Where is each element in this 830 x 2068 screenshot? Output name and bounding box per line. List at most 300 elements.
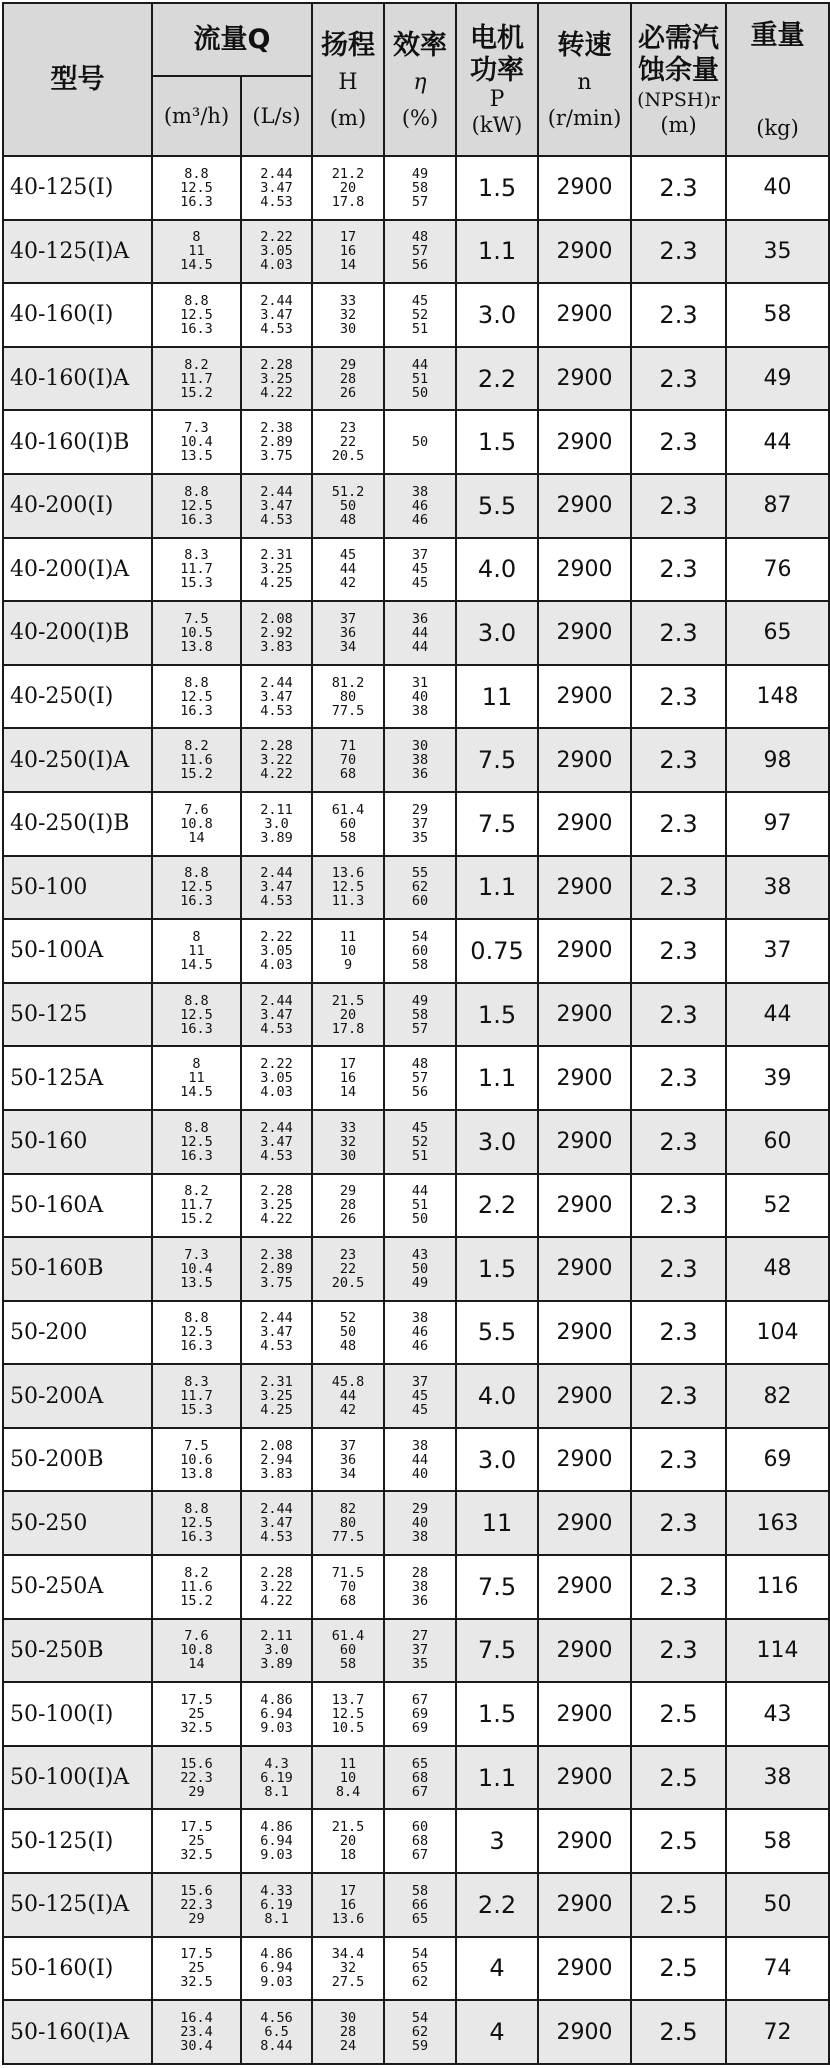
head-cell: [312, 1746, 384, 1810]
head-cell: [312, 601, 384, 665]
cell-value: 10.4: [180, 1260, 213, 1277]
cell-value: 57: [411, 193, 429, 210]
cell-value: 15.6: [180, 1882, 213, 1899]
cell-value: 4.33: [260, 1882, 293, 1899]
cell-value: 55: [411, 865, 429, 882]
cell-value: 11: [339, 928, 357, 945]
flow-ls-cell: [241, 2000, 312, 2064]
cell-value: 2.44: [260, 1310, 293, 1327]
cell-value: 77.5: [331, 1529, 365, 1546]
weight-cell: 148: [726, 665, 829, 729]
efficiency-cell: [384, 283, 456, 347]
cell-value: 15.3: [180, 575, 213, 592]
cell-value: 49: [411, 992, 429, 1009]
cell-value: 6.94: [260, 1706, 293, 1723]
npsh-cell: 2.3: [631, 410, 726, 474]
weight-cell: 163: [726, 1491, 829, 1555]
cell-value: 38: [411, 483, 429, 500]
weight-cell: 39: [726, 1046, 829, 1110]
efficiency-cell: [384, 1174, 456, 1238]
flow-m3h-cell: [152, 983, 241, 1047]
cell-value: 36: [339, 1451, 357, 1468]
weight-cell: 40: [726, 156, 829, 220]
table-row: [3, 983, 829, 1047]
cell-value: 42: [339, 1402, 357, 1419]
flow-m3h-cell: [152, 1301, 241, 1365]
power-cell: 1.1: [456, 1746, 538, 1810]
cell-value: 45: [411, 561, 429, 578]
cell-value: 27: [411, 1628, 429, 1645]
head-cell: [312, 538, 384, 602]
table-row: [3, 538, 829, 602]
cell-value: 2.94: [260, 1451, 293, 1468]
cell-value: 8.8: [184, 1310, 209, 1327]
cell-value: 21.5: [331, 992, 365, 1009]
speed-cell: 2900: [538, 410, 631, 474]
cell-value: 4.53: [260, 702, 293, 719]
head-cell: [312, 1809, 384, 1873]
cell-value: 32.5: [180, 1847, 213, 1864]
efficiency-cell: [384, 856, 456, 920]
speed-cell: 2900: [538, 1110, 631, 1174]
cell-value: 62: [411, 1974, 429, 1991]
power-cell: 7.5: [456, 728, 538, 792]
cell-value: 60: [411, 1819, 429, 1836]
flow-ls-cell: [241, 1491, 312, 1555]
npsh-cell: 2.3: [631, 283, 726, 347]
cell-value: 16.3: [180, 1147, 213, 1164]
cell-value: 12.5: [331, 1706, 365, 1723]
flow-ls-cell: [241, 156, 312, 220]
cell-value: 18: [339, 1847, 357, 1864]
cell-value: 22.3: [180, 1896, 213, 1913]
efficiency-cell: [384, 156, 456, 220]
col-speed-header: 转速 n (r/min): [538, 3, 631, 156]
cell-value: 2.11: [260, 801, 293, 818]
efficiency-cell: [384, 1301, 456, 1365]
npsh-cell: 2.3: [631, 1619, 726, 1683]
cell-value: 4.22: [260, 1592, 293, 1609]
cell-value: 57: [411, 1070, 429, 1087]
cell-value: 2.08: [260, 1437, 293, 1454]
cell-value: 16.3: [180, 702, 213, 719]
cell-value: 30: [411, 738, 429, 755]
cell-value: 15.2: [180, 1211, 213, 1228]
cell-value: 68: [411, 1833, 429, 1850]
efficiency-cell: [384, 220, 456, 284]
flow-m3h-cell: [152, 410, 241, 474]
table-row: [3, 1682, 829, 1746]
cell-value: 14.5: [180, 956, 213, 973]
cell-value: 8.8: [184, 165, 209, 182]
cell-value: 29: [188, 1910, 205, 1927]
cell-value: 58: [339, 1656, 357, 1673]
weight-cell: 35: [726, 220, 829, 284]
cell-value: 12.5: [180, 688, 213, 705]
cell-value: 3.05: [260, 243, 293, 260]
power-cell: 7.5: [456, 792, 538, 856]
cell-value: 15.2: [180, 1592, 213, 1609]
cell-value: 16.3: [180, 511, 213, 528]
cell-value: 45: [411, 1402, 429, 1419]
efficiency-cell: [384, 410, 456, 474]
power-cell: 1.5: [456, 1237, 538, 1301]
cell-value: 46: [411, 497, 429, 514]
cell-value: 17: [339, 229, 357, 246]
cell-value: 44: [411, 356, 429, 373]
cell-value: 58: [411, 1882, 429, 1899]
cell-value: 43: [411, 1246, 429, 1263]
efficiency-cell: [384, 1428, 456, 1492]
flow-ls-cell: [241, 1364, 312, 1428]
model-cell: 50-160(I): [3, 1937, 152, 2001]
head-cell: [312, 1364, 384, 1428]
power-cell: 3.0: [456, 283, 538, 347]
cell-value: 38: [411, 1437, 429, 1454]
cell-value: 3.47: [260, 879, 293, 896]
cell-value: 7.5: [184, 610, 209, 627]
cell-value: 2.89: [260, 434, 293, 451]
cell-value: 8.1: [264, 1910, 289, 1927]
npsh-cell: 2.3: [631, 856, 726, 920]
cell-value: 16: [339, 1070, 357, 1087]
flow-m3h-cell: [152, 856, 241, 920]
cell-value: 28: [339, 2024, 357, 2041]
cell-value: 17: [339, 1056, 357, 1073]
cell-value: 17.8: [331, 193, 365, 210]
flow-m3h-cell: [152, 1428, 241, 1492]
cell-value: 50: [411, 384, 429, 401]
cell-value: 44: [411, 1183, 429, 1200]
npsh-cell: 2.3: [631, 1237, 726, 1301]
cell-value: 7.3: [184, 420, 209, 437]
cell-value: 13.8: [180, 638, 213, 655]
model-cell: 40-200(I)A: [3, 538, 152, 602]
power-cell: 11: [456, 1491, 538, 1555]
flow-ls-cell: [241, 1428, 312, 1492]
cell-value: 4.25: [260, 1402, 293, 1419]
power-cell: 1.5: [456, 156, 538, 220]
cell-value: 80: [339, 688, 357, 705]
flow-ls-cell: [241, 1873, 312, 1937]
efficiency-cell: [384, 1491, 456, 1555]
cell-value: 2.44: [260, 992, 293, 1009]
cell-value: 57: [411, 243, 429, 260]
cell-value: 30: [339, 320, 357, 337]
cell-value: 50: [411, 1260, 429, 1277]
cell-value: 40: [411, 1515, 429, 1532]
speed-cell: 2900: [538, 1046, 631, 1110]
cell-value: 10.4: [180, 434, 213, 451]
head-cell: [312, 220, 384, 284]
cell-value: 13.8: [180, 1465, 213, 1482]
npsh-cell: 2.3: [631, 1046, 726, 1110]
cell-value: 54: [411, 928, 429, 945]
table-row: [3, 665, 829, 729]
cell-value: 14.5: [180, 257, 213, 274]
table-row: [3, 1873, 829, 1937]
flow-m3h-cell: [152, 283, 241, 347]
cell-value: 2.08: [260, 610, 293, 627]
cell-value: 4.53: [260, 1338, 293, 1355]
flow-ls-cell: [241, 983, 312, 1047]
flow-ls-cell: [241, 347, 312, 411]
model-cell: 50-100: [3, 856, 152, 920]
cell-value: 50: [411, 1211, 429, 1228]
head-cell: [312, 919, 384, 983]
speed-cell: 2900: [538, 1682, 631, 1746]
cell-value: 60: [339, 815, 357, 832]
cell-value: 16.3: [180, 193, 213, 210]
efficiency-cell: [384, 1682, 456, 1746]
cell-value: 15.3: [180, 1402, 213, 1419]
cell-value: 67: [411, 1692, 429, 1709]
flow-ls-cell: [241, 601, 312, 665]
power-cell: 2.2: [456, 347, 538, 411]
npsh-cell: 2.3: [631, 1174, 726, 1238]
cell-value: 26: [339, 1211, 357, 1228]
head-cell: [312, 665, 384, 729]
cell-value: 3.22: [260, 752, 293, 769]
speed-cell: 2900: [538, 1746, 631, 1810]
speed-cell: 2900: [538, 983, 631, 1047]
head-cell: [312, 1491, 384, 1555]
npsh-cell: 2.3: [631, 728, 726, 792]
head-cell: [312, 410, 384, 474]
cell-value: 11: [188, 1070, 205, 1087]
speed-cell: 2900: [538, 1937, 631, 2001]
flow-m3h-cell: [152, 919, 241, 983]
cell-value: 68: [411, 1769, 429, 1786]
cell-value: 2.28: [260, 738, 293, 755]
cell-value: 20.5: [331, 1274, 365, 1291]
cell-value: 2.38: [260, 420, 293, 437]
pump-spec-sheet: [2, 2, 828, 2065]
cell-value: 2.28: [260, 356, 293, 373]
cell-value: 14.5: [180, 1084, 213, 1101]
speed-cell: 2900: [538, 1491, 631, 1555]
model-cell: 50-250: [3, 1491, 152, 1555]
cell-value: 51: [411, 1147, 429, 1164]
cell-value: 14: [339, 257, 357, 274]
cell-value: 27.5: [331, 1974, 365, 1991]
cell-value: 31: [411, 674, 429, 691]
cell-value: 8.4: [335, 1783, 361, 1800]
cell-value: 3.25: [260, 1388, 293, 1405]
table-row: [3, 1555, 829, 1619]
model-cell: 50-250A: [3, 1555, 152, 1619]
cell-value: 12.5: [180, 179, 213, 196]
cell-value: 28: [339, 1197, 357, 1214]
cell-value: [385, 421, 455, 435]
head-cell: [312, 2000, 384, 2064]
efficiency-cell: [384, 601, 456, 665]
weight-cell: 38: [726, 1746, 829, 1810]
flow-ls-cell: [241, 283, 312, 347]
cell-value: 11.3: [331, 893, 365, 910]
cell-value: 3.75: [260, 448, 293, 465]
cell-value: 3.47: [260, 179, 293, 196]
table-row: [3, 1237, 829, 1301]
cell-value: 44: [411, 638, 429, 655]
cell-value: 2.22: [260, 928, 293, 945]
cell-value: 10.5: [331, 1720, 365, 1737]
weight-cell: 43: [726, 1682, 829, 1746]
weight-cell: 114: [726, 1619, 829, 1683]
speed-cell: 2900: [538, 1809, 631, 1873]
cell-value: 6.19: [260, 1896, 293, 1913]
cell-value: 17.5: [180, 1946, 213, 1963]
efficiency-cell: [384, 474, 456, 538]
cell-value: 38: [411, 752, 429, 769]
model-cell: 40-250(I)A: [3, 728, 152, 792]
power-cell: 3: [456, 1809, 538, 1873]
flow-ls-cell: [241, 538, 312, 602]
cell-value: 48: [411, 1056, 429, 1073]
cell-value: 10.6: [180, 1451, 213, 1468]
flow-m3h-cell: [152, 1746, 241, 1810]
weight-cell: 76: [726, 538, 829, 602]
flow-ls-cell: [241, 665, 312, 729]
col-head-header: 扬程 H (m): [312, 3, 384, 156]
cell-value: 29: [339, 1183, 357, 1200]
cell-value: 4.53: [260, 1147, 293, 1164]
cell-value: 36: [339, 624, 357, 641]
cell-value: 23.4: [180, 2024, 213, 2041]
flow-ls-cell: [241, 1110, 312, 1174]
cell-value: 4.22: [260, 766, 293, 783]
cell-value: 22: [339, 434, 357, 451]
power-cell: 7.5: [456, 1619, 538, 1683]
cell-value: 51: [411, 1197, 429, 1214]
cell-value: 2.89: [260, 1260, 293, 1277]
model-cell: 50-125A: [3, 1046, 152, 1110]
cell-value: 3.25: [260, 370, 293, 387]
head-cell: [312, 474, 384, 538]
speed-cell: 2900: [538, 156, 631, 220]
cell-value: 71.5: [331, 1564, 365, 1581]
weight-cell: 58: [726, 1809, 829, 1873]
table-row: [3, 1174, 829, 1238]
head-cell: [312, 1937, 384, 2001]
table-row: [3, 410, 829, 474]
cell-value: 37: [339, 1437, 357, 1454]
cell-value: [385, 449, 455, 463]
cell-value: 17.5: [180, 1819, 213, 1836]
cell-value: 42: [339, 575, 357, 592]
cell-value: 16.3: [180, 320, 213, 337]
cell-value: 2.11: [260, 1628, 293, 1645]
col-flow-ls-header: (L/s): [241, 76, 312, 156]
head-cell: [312, 1110, 384, 1174]
model-cell: 40-125(I)A: [3, 220, 152, 284]
cell-value: 3.05: [260, 1070, 293, 1087]
cell-value: 3.47: [260, 1324, 293, 1341]
cell-value: 2.44: [260, 483, 293, 500]
efficiency-cell: [384, 1873, 456, 1937]
flow-ls-cell: [241, 1746, 312, 1810]
cell-value: 38: [411, 1578, 429, 1595]
cell-value: 51: [411, 370, 429, 387]
cell-value: 3.47: [260, 1006, 293, 1023]
weight-cell: 72: [726, 2000, 829, 2064]
cell-value: 4.53: [260, 193, 293, 210]
cell-value: 4.03: [260, 956, 293, 973]
speed-cell: 2900: [538, 1237, 631, 1301]
head-cell: [312, 283, 384, 347]
power-cell: 1.5: [456, 1682, 538, 1746]
weight-cell: 98: [726, 728, 829, 792]
cell-value: 8: [192, 1056, 201, 1073]
cell-value: 22.3: [180, 1769, 213, 1786]
npsh-cell: 2.3: [631, 538, 726, 602]
efficiency-cell: [384, 983, 456, 1047]
cell-value: 9.03: [260, 1847, 293, 1864]
table-row: [3, 1809, 829, 1873]
speed-cell: 2900: [538, 665, 631, 729]
cell-value: 12.5: [180, 879, 213, 896]
cell-value: 32: [339, 1133, 357, 1150]
speed-cell: 2900: [538, 474, 631, 538]
cell-value: 8.2: [184, 1564, 209, 1581]
weight-cell: 60: [726, 1110, 829, 1174]
cell-value: 2.44: [260, 1119, 293, 1136]
cell-value: 37: [411, 1374, 429, 1391]
cell-value: 20: [339, 1833, 357, 1850]
cell-value: 8.8: [184, 1501, 209, 1518]
head-cell: [312, 1174, 384, 1238]
cell-value: 2.22: [260, 1056, 293, 1073]
cell-value: 4.86: [260, 1692, 293, 1709]
cell-value: 3.75: [260, 1274, 293, 1291]
cell-value: 20: [339, 179, 357, 196]
power-cell: 3.0: [456, 1110, 538, 1174]
cell-value: 4.53: [260, 511, 293, 528]
cell-value: 3.89: [260, 829, 293, 846]
cell-value: 4.03: [260, 257, 293, 274]
flow-m3h-cell: [152, 220, 241, 284]
weight-cell: 69: [726, 1428, 829, 1492]
cell-value: 21.2: [331, 165, 365, 182]
table-row: [3, 220, 829, 284]
weight-cell: 44: [726, 983, 829, 1047]
head-cell: [312, 983, 384, 1047]
weight-cell: 44: [726, 410, 829, 474]
table-row: [3, 1046, 829, 1110]
cell-value: 15.2: [180, 766, 213, 783]
flow-m3h-cell: [152, 1555, 241, 1619]
cell-value: 61.4: [331, 801, 365, 818]
cell-value: 68: [339, 1592, 357, 1609]
efficiency-cell: [384, 665, 456, 729]
cell-value: 57: [411, 1020, 429, 1037]
cell-value: 45: [339, 547, 357, 564]
table-body: [3, 156, 829, 2064]
cell-value: 24: [339, 2038, 357, 2055]
weight-cell: 116: [726, 1555, 829, 1619]
npsh-cell: 2.3: [631, 1301, 726, 1365]
npsh-cell: 2.3: [631, 983, 726, 1047]
speed-cell: 2900: [538, 1555, 631, 1619]
speed-cell: 2900: [538, 919, 631, 983]
cell-value: 70: [339, 1578, 357, 1595]
cell-value: 4.25: [260, 575, 293, 592]
weight-cell: 50: [726, 1873, 829, 1937]
flow-m3h-cell: [152, 347, 241, 411]
cell-value: 3.0: [264, 1642, 289, 1659]
cell-value: 25: [188, 1833, 205, 1850]
model-cell: 50-160(I)A: [3, 2000, 152, 2064]
